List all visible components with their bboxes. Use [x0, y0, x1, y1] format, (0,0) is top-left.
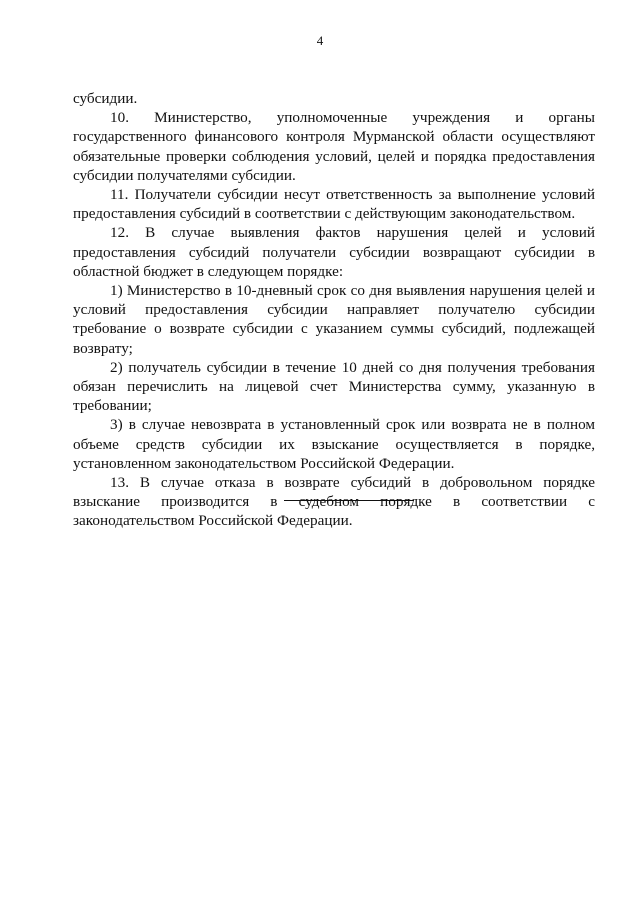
paragraph-item-13 — [73, 473, 595, 531]
text-line: субсидии получателями субсидии. — [73, 166, 296, 184]
paragraph-item-12 — [73, 223, 595, 281]
paragraph-item-10 — [73, 108, 595, 185]
paragraph-subitem-1 — [73, 281, 595, 358]
text-line: обязательные проверки соблюдения условий, целей и порядка предоставления — [73, 147, 595, 165]
text-line: предоставления субсидий в соответствии с действующим законодательством. — [73, 205, 576, 223]
text-line: условий предоставления субсидии направляет получателю субсидии — [73, 301, 595, 319]
text-line: 12. В случае выявления фактов нарушения целей и условий — [110, 224, 595, 242]
text-line: 11. Получатели субсидии несут ответственность за выполнение условий — [110, 186, 595, 204]
text-line: областной бюджет в следующем порядке: — [73, 262, 344, 280]
end-separator-line — [284, 500, 414, 501]
text-line: предоставления субсидий получатели субсидии возвращают субсидии в — [73, 243, 595, 261]
paragraph-subitem-2 — [73, 358, 595, 416]
text-line: законодательством Российской Федерации. — [73, 512, 353, 530]
text-line: требовании; — [73, 397, 152, 415]
page-number: 4 — [316, 33, 324, 48]
text-line: взыскание производится в судебном порядке в соответствии с — [73, 493, 595, 511]
text-line: 13. В случае отказа в возврате субсидий в добровольном порядке — [110, 474, 595, 492]
text-line: субсидии. — [73, 90, 138, 107]
text-line: 10. Министерство, уполномоченные учреждения и органы — [110, 109, 595, 127]
text-line: обязан перечислить на лицевой счет Министерства сумму, указанную в — [73, 378, 595, 396]
text-line: 1) Министерство в 10-дневный срок со дня выявления нарушения целей и — [110, 282, 595, 300]
paragraph-subitem-3 — [73, 415, 595, 473]
text-line: 2) получатель субсидии в течение 10 дней со дня получения требования — [110, 358, 595, 376]
paragraph-continuation — [73, 89, 595, 108]
paragraph-item-11 — [73, 185, 595, 223]
text-line: 3) в случае невозврата в установленный срок или возврата не в полном — [110, 416, 595, 434]
document-body — [73, 89, 595, 531]
text-line: требование о возврате субсидии с указанием суммы субсидий, подлежащей — [73, 320, 595, 338]
text-line: установленном законодательством Российской Федерации. — [73, 454, 455, 472]
text-line: объеме средств субсидии их взыскание осуществляется в порядке, — [73, 435, 595, 453]
text-line: возврату; — [73, 339, 133, 357]
text-line: государственного финансового контроля Мурманской области осуществляют — [73, 128, 595, 146]
